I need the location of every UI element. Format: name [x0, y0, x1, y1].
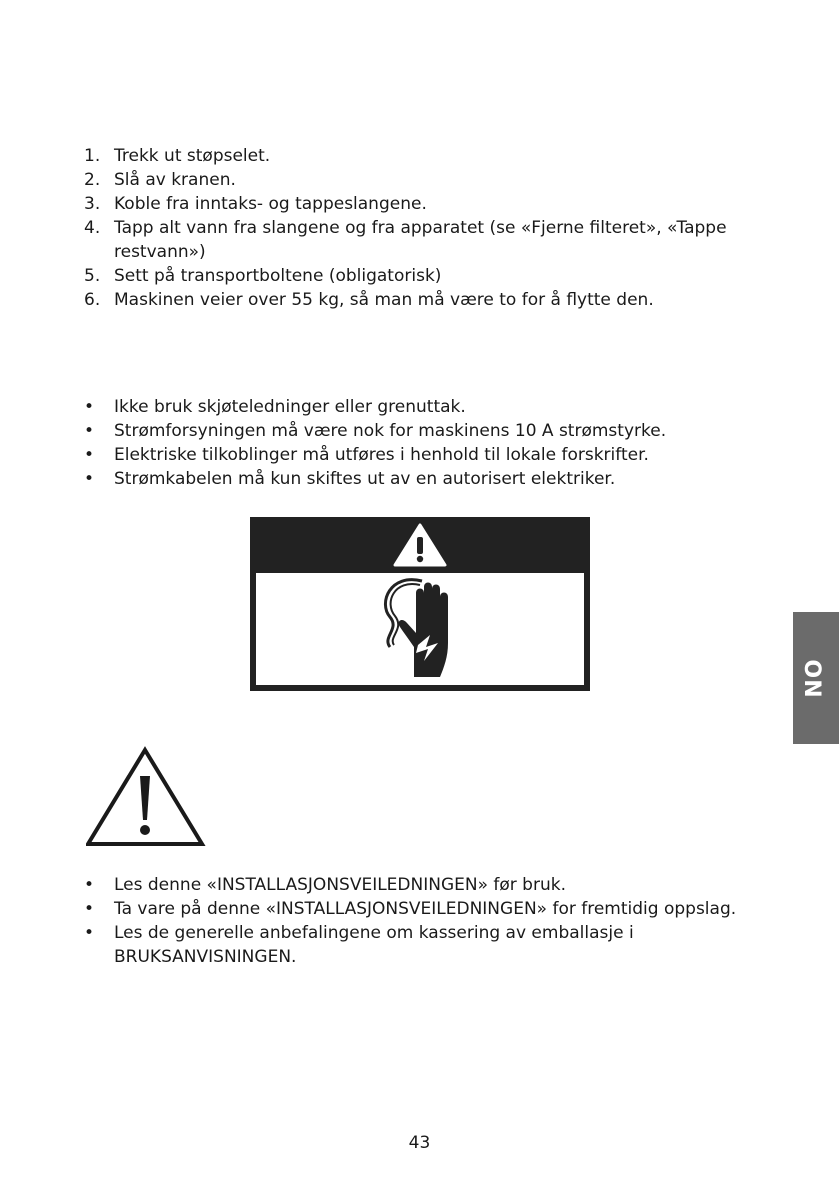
list-item-text: Ta vare på denne «INSTALLASJONSVEILEDNINGEN» for fremtidig oppslag.	[114, 899, 737, 919]
bullet: •	[84, 421, 95, 441]
electric-shock-warning-sign	[250, 517, 590, 691]
bullet: •	[84, 899, 95, 919]
list-item	[84, 264, 744, 288]
list-marker: 1.	[84, 146, 101, 166]
list-marker: 6.	[84, 290, 101, 310]
list-item	[84, 467, 744, 491]
list-item	[84, 288, 744, 312]
list-item	[84, 216, 744, 264]
list-item-text: Koble fra inntaks- og tappeslangene.	[114, 194, 427, 214]
list-item-text: Ikke bruk skjøteledninger eller grenuttak.	[114, 397, 466, 417]
installation-guide-list	[84, 873, 744, 969]
warning-triangle-icon	[392, 522, 448, 568]
list-item	[84, 419, 744, 443]
bullet: •	[84, 445, 95, 465]
list-item-text: Strømkabelen må kun skiftes ut av en autorisert elektriker.	[114, 469, 616, 489]
list-item	[84, 395, 744, 419]
list-item-text: Les de generelle anbefalingene om kassering av emballasje i BRUKSANVISNINGEN.	[114, 923, 634, 967]
transport-steps-list	[84, 144, 744, 312]
list-item-text: Strømforsyningen må være nok for maskinens 10 A strømstyrke.	[114, 421, 667, 441]
bullet: •	[84, 397, 95, 417]
list-item-text: Trekk ut støpselet.	[114, 146, 271, 166]
electrical-requirements-list	[84, 395, 744, 491]
list-marker: 3.	[84, 194, 101, 214]
list-item	[84, 873, 744, 897]
list-item-text: Maskinen veier over 55 kg, så man må være to for å flytte den.	[114, 290, 654, 310]
list-item	[84, 168, 744, 192]
electric-shock-hand-icon	[360, 573, 480, 685]
bullet: •	[84, 469, 95, 489]
list-item-text: Elektriske tilkoblinger må utføres i henhold til lokale forskrifter.	[114, 445, 649, 465]
list-item	[84, 144, 744, 168]
list-item	[84, 443, 744, 467]
list-item-text: Sett på transportboltene (obligatorisk)	[114, 266, 442, 286]
list-marker: 5.	[84, 266, 101, 286]
bullet: •	[84, 875, 95, 895]
list-item	[84, 192, 744, 216]
warning-sign-panel	[256, 573, 584, 685]
caution-triangle-icon	[86, 746, 206, 848]
list-item	[84, 897, 744, 921]
list-item-text: Slå av kranen.	[114, 170, 236, 190]
page-number: 43	[408, 1133, 431, 1153]
list-marker: 2.	[84, 170, 101, 190]
bullet: •	[84, 923, 95, 943]
language-tab-label: NO	[803, 658, 828, 698]
list-marker: 4.	[84, 218, 101, 238]
list-item-text: Les denne «INSTALLASJONSVEILEDNINGEN» før bruk.	[114, 875, 566, 895]
list-item	[84, 921, 744, 969]
language-tab	[793, 612, 839, 744]
list-item-text: Tapp alt vann fra slangene og fra apparatet (se «Fjerne filteret», «Tappe restvann»)	[114, 218, 727, 262]
